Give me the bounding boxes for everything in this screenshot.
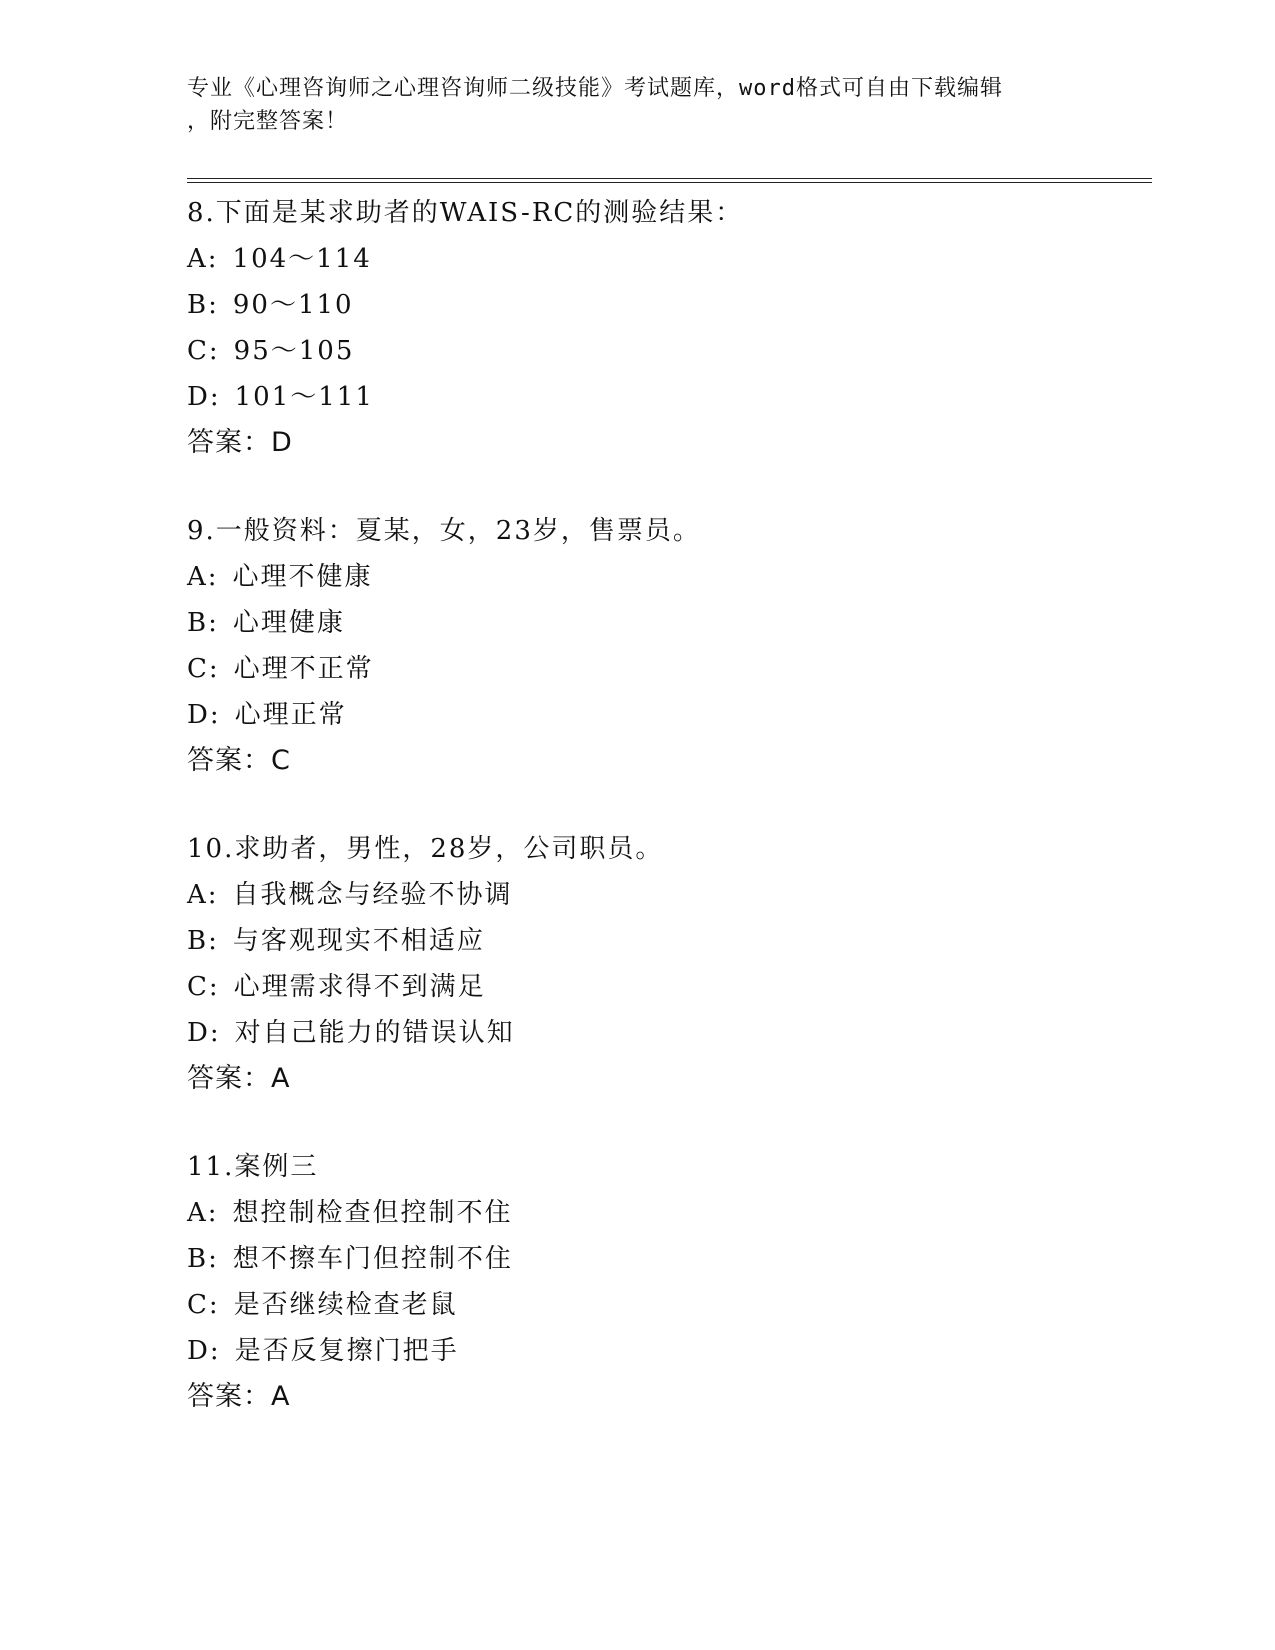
option-d bbox=[187, 1328, 1152, 1374]
option-text: 自我概念与经验不协调 bbox=[232, 880, 513, 910]
option-d bbox=[187, 692, 1152, 738]
option-b bbox=[187, 918, 1152, 964]
header-divider-top bbox=[187, 178, 1152, 179]
header-divider-bottom bbox=[187, 182, 1152, 183]
question-8 bbox=[187, 190, 1152, 466]
option-letter: A: bbox=[187, 244, 219, 274]
option-c bbox=[187, 646, 1152, 692]
option-text: 心理需求得不到满足 bbox=[233, 972, 486, 1002]
option-a bbox=[187, 1190, 1152, 1236]
option-letter: A: bbox=[187, 1198, 219, 1228]
question-stem: 10.求助者，男性，28岁，公司职员。 bbox=[187, 834, 664, 864]
option-letter: C: bbox=[187, 336, 220, 366]
question-stem: 11.案例三 bbox=[187, 1152, 319, 1182]
question-list bbox=[187, 190, 1152, 1420]
document-header bbox=[187, 72, 1087, 138]
option-c bbox=[187, 964, 1152, 1010]
option-letter: B: bbox=[187, 290, 219, 320]
option-a bbox=[187, 872, 1152, 918]
question-10 bbox=[187, 826, 1152, 1102]
option-text: 对自己能力的错误认知 bbox=[234, 1018, 515, 1048]
option-text: 是否反复擦门把手 bbox=[234, 1336, 459, 1366]
option-letter: B: bbox=[187, 1244, 219, 1274]
option-text: 想不擦车门但控制不住 bbox=[232, 1244, 513, 1274]
option-text: 95～105 bbox=[233, 336, 355, 366]
option-d bbox=[187, 374, 1152, 420]
option-letter: D: bbox=[187, 1336, 221, 1366]
header-line-2: ，附完整答案！ bbox=[187, 109, 349, 134]
option-text: 心理健康 bbox=[232, 608, 345, 638]
option-text: 与客观现实不相适应 bbox=[232, 926, 485, 956]
option-c bbox=[187, 328, 1152, 374]
answer: 答案：C bbox=[187, 745, 291, 776]
option-letter: B: bbox=[187, 926, 219, 956]
option-letter: C: bbox=[187, 972, 220, 1002]
option-letter: C: bbox=[187, 1290, 220, 1320]
option-letter: D: bbox=[187, 1018, 221, 1048]
option-c bbox=[187, 1282, 1152, 1328]
option-text: 90～110 bbox=[232, 290, 354, 320]
option-text: 心理正常 bbox=[234, 700, 347, 730]
option-letter: D: bbox=[187, 700, 221, 730]
option-b bbox=[187, 282, 1152, 328]
option-text: 想控制检查但控制不住 bbox=[232, 1198, 513, 1228]
question-stem: 8.下面是某求助者的WAIS-RC的测验结果： bbox=[187, 198, 744, 228]
question-9 bbox=[187, 508, 1152, 784]
option-letter: C: bbox=[187, 654, 220, 684]
answer: 答案：A bbox=[187, 1381, 291, 1412]
option-text: 101～111 bbox=[234, 382, 374, 412]
option-a bbox=[187, 236, 1152, 282]
option-letter: A: bbox=[187, 880, 219, 910]
option-text: 104～114 bbox=[232, 244, 372, 274]
option-text: 心理不正常 bbox=[233, 654, 374, 684]
option-a bbox=[187, 554, 1152, 600]
option-letter: B: bbox=[187, 608, 219, 638]
option-d bbox=[187, 1010, 1152, 1056]
question-stem: 9.一般资料：夏某，女，23岁，售票员。 bbox=[187, 516, 701, 546]
option-text: 心理不健康 bbox=[232, 562, 373, 592]
question-11 bbox=[187, 1144, 1152, 1420]
option-letter: D: bbox=[187, 382, 221, 412]
option-letter: A: bbox=[187, 562, 219, 592]
header-line-1: 专业《心理咨询师之心理咨询师二级技能》考试题库，word格式可自由下载编辑 bbox=[187, 76, 1003, 101]
option-b bbox=[187, 1236, 1152, 1282]
option-b bbox=[187, 600, 1152, 646]
answer: 答案：A bbox=[187, 1063, 291, 1094]
option-text: 是否继续检查老鼠 bbox=[233, 1290, 458, 1320]
answer: 答案：D bbox=[187, 427, 293, 458]
